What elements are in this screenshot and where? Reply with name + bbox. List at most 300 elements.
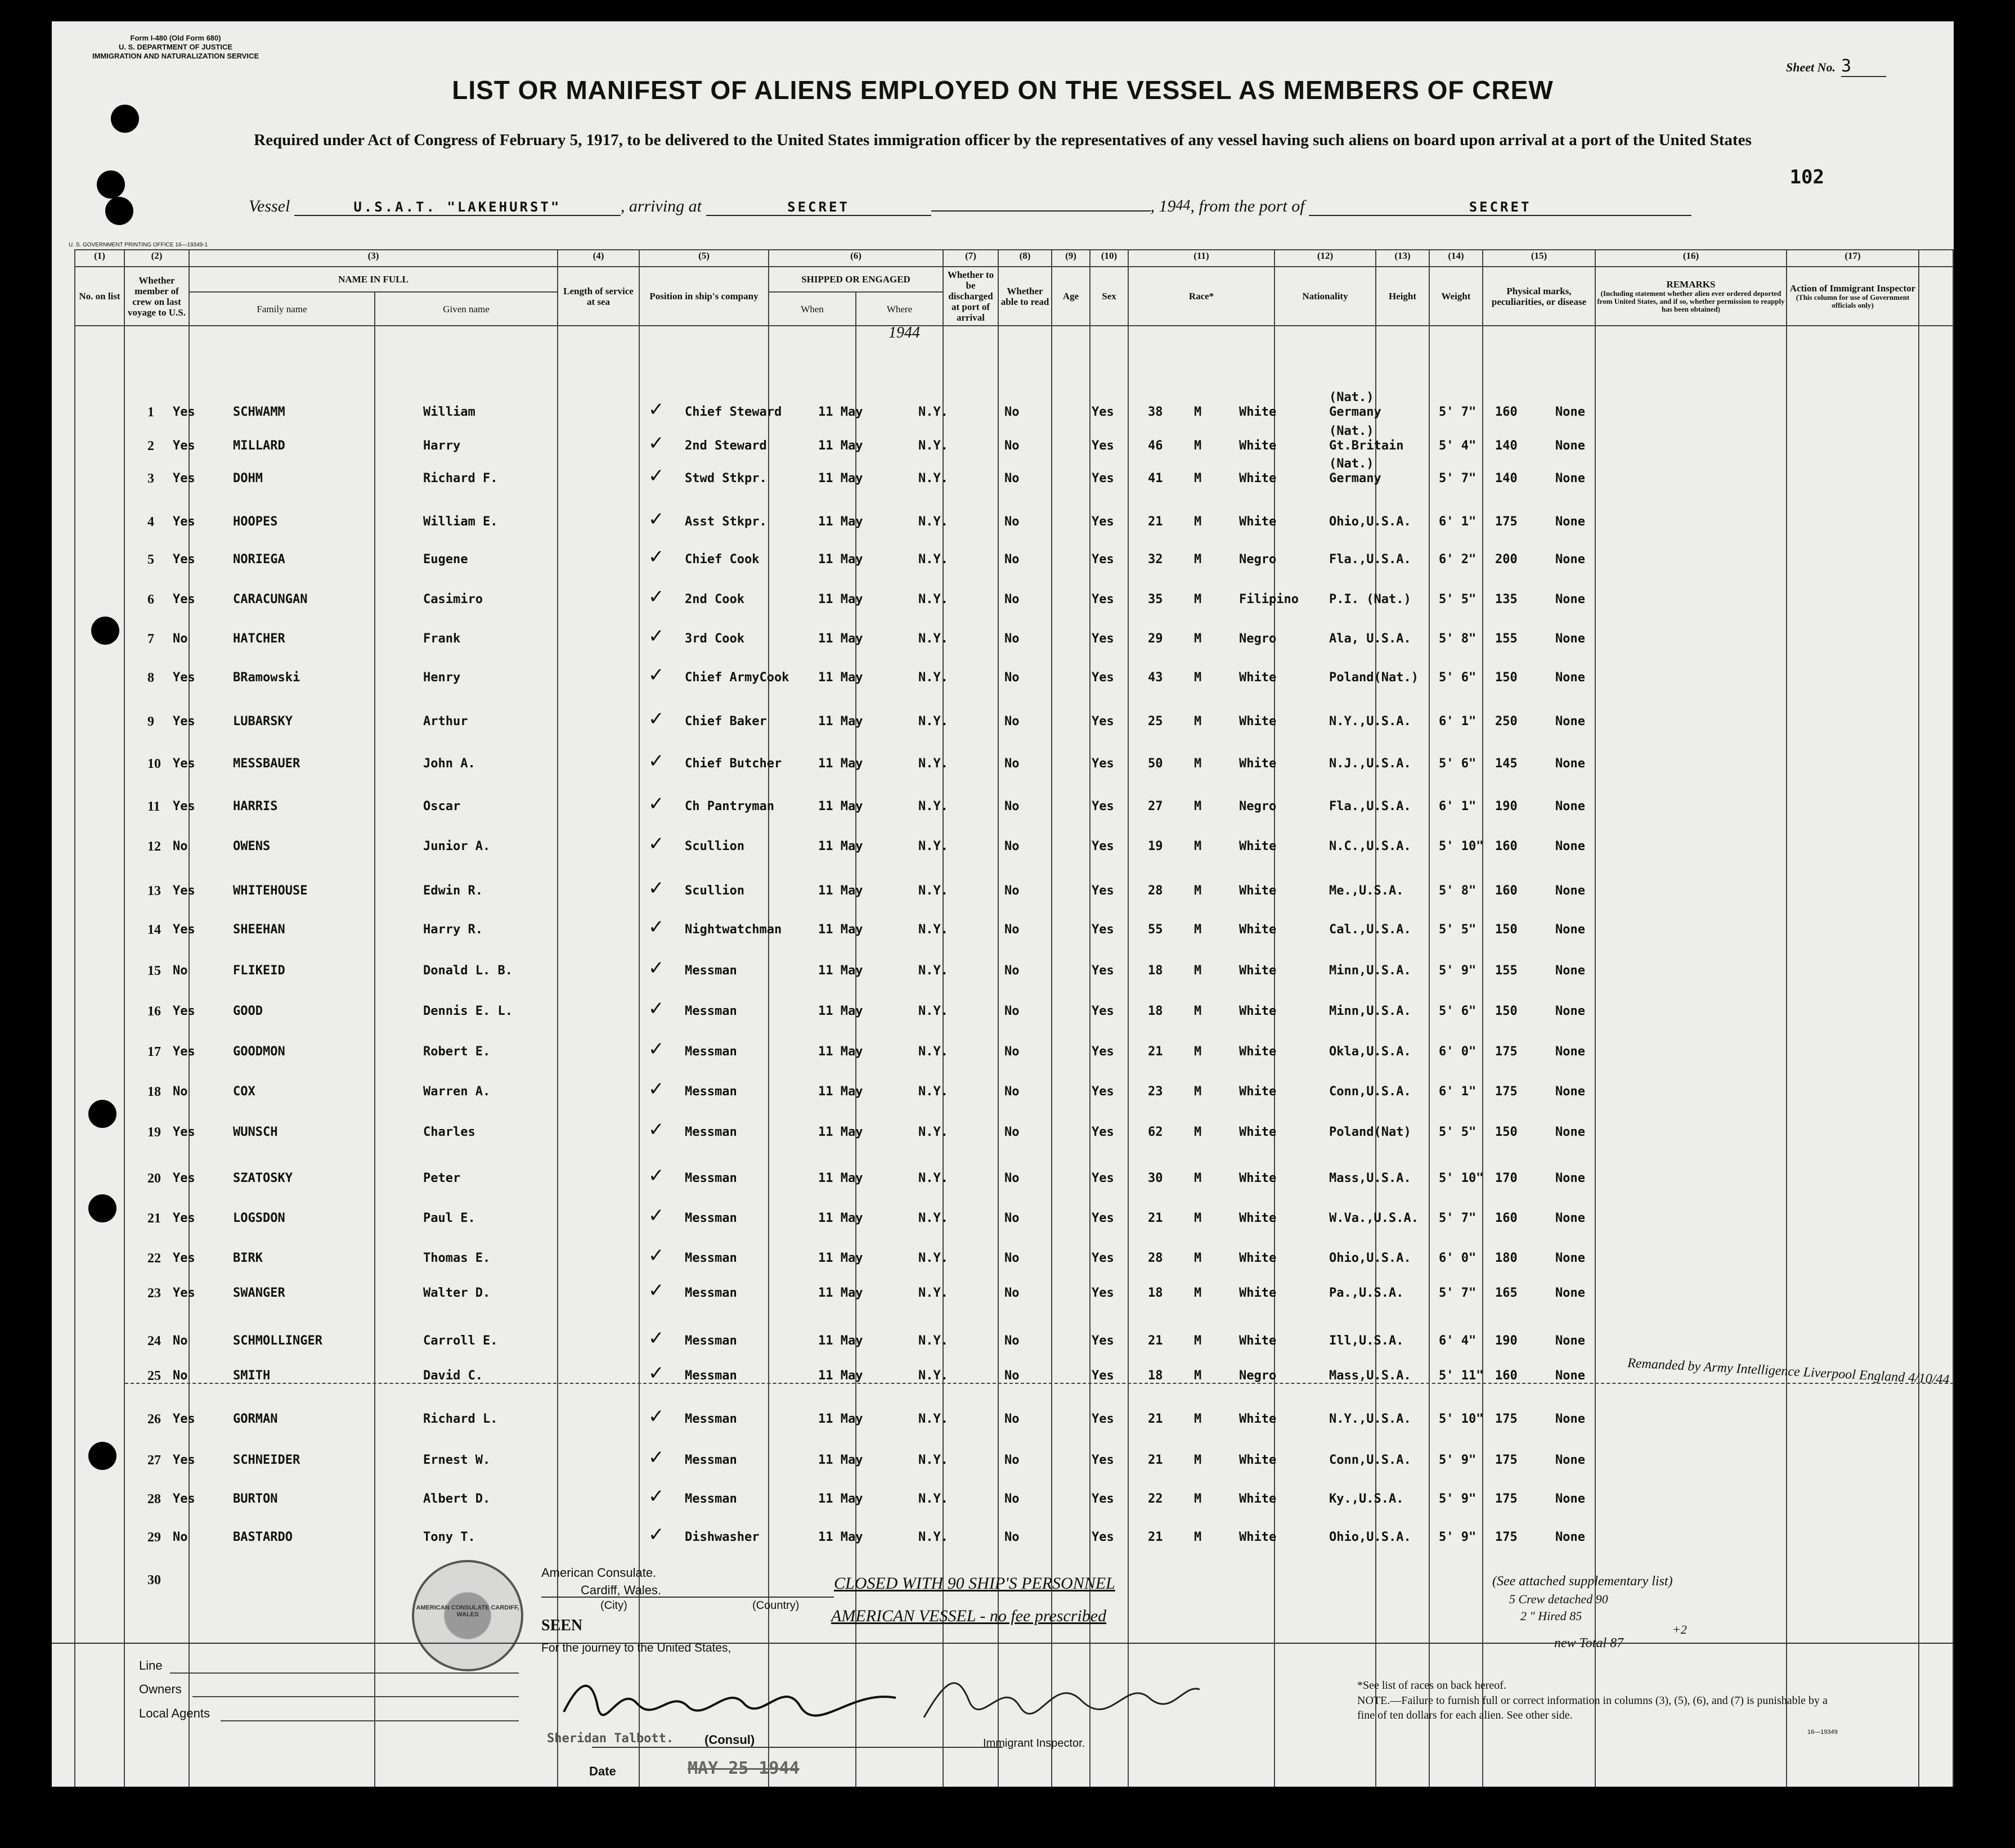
discharged: No bbox=[1004, 1412, 1020, 1426]
previous-voyage: No bbox=[173, 839, 188, 853]
given-name: Robert E. bbox=[423, 1045, 491, 1059]
discharged: No bbox=[1004, 714, 1020, 729]
check-mark-icon: ✓ bbox=[648, 1485, 665, 1508]
able-to-read: Yes bbox=[1092, 839, 1114, 853]
shipped-when: 11 May bbox=[818, 1211, 863, 1225]
sex: M bbox=[1194, 439, 1202, 453]
nationality: P.I. (Nat.) bbox=[1329, 592, 1411, 606]
able-to-read: Yes bbox=[1092, 799, 1114, 813]
col-num: (14) bbox=[1429, 250, 1483, 267]
check-mark-icon: ✓ bbox=[648, 1327, 665, 1350]
physical-marks: None bbox=[1555, 923, 1585, 937]
sex: M bbox=[1194, 1369, 1202, 1383]
consulate-stamp-1: American Consulate. bbox=[541, 1566, 657, 1580]
shipped-where: N.Y. bbox=[918, 757, 948, 771]
check-mark-icon: ✓ bbox=[648, 1405, 665, 1428]
height: 5' 9" bbox=[1439, 964, 1477, 978]
discharged: No bbox=[1004, 1369, 1020, 1383]
given-name: Albert D. bbox=[423, 1492, 491, 1506]
shipped-where: N.Y. bbox=[918, 799, 948, 813]
age: 18 bbox=[1148, 1004, 1163, 1018]
table-row bbox=[74, 957, 1953, 997]
shipped-where: N.Y. bbox=[918, 1045, 948, 1059]
row-number: 29 bbox=[147, 1530, 161, 1545]
age: 19 bbox=[1148, 839, 1163, 853]
family-name: BURTON bbox=[233, 1492, 278, 1506]
sex: M bbox=[1194, 799, 1202, 813]
sheet-number: 3 bbox=[1841, 56, 1886, 77]
check-mark-icon: ✓ bbox=[648, 398, 665, 421]
age: 21 bbox=[1148, 1530, 1163, 1544]
able-to-read: Yes bbox=[1092, 632, 1114, 646]
weight: 155 bbox=[1495, 964, 1518, 978]
race: White bbox=[1239, 471, 1277, 485]
given-name: Junior A. bbox=[423, 839, 491, 853]
race: White bbox=[1239, 1251, 1277, 1265]
remarks-title: REMARKS bbox=[1666, 279, 1716, 290]
discharged: No bbox=[1004, 592, 1020, 606]
shipped-where: N.Y. bbox=[918, 1286, 948, 1300]
physical-marks: None bbox=[1555, 1171, 1585, 1185]
discharged: No bbox=[1004, 839, 1020, 853]
shipped-where: N.Y. bbox=[918, 1492, 948, 1506]
given-name: Walter D. bbox=[423, 1286, 491, 1300]
given-name: Ernest W. bbox=[423, 1453, 491, 1467]
height: 6' 1" bbox=[1439, 714, 1477, 729]
header-discharged: Whether to be discharged at port of arrival bbox=[943, 267, 998, 326]
shipped-where: N.Y. bbox=[918, 552, 948, 566]
physical-marks: None bbox=[1555, 1125, 1585, 1139]
previous-voyage: Yes bbox=[173, 1412, 195, 1426]
col-num: (13) bbox=[1376, 250, 1429, 267]
age: 55 bbox=[1148, 923, 1163, 937]
height: 5' 6" bbox=[1439, 757, 1477, 771]
shipped-when: 11 May bbox=[818, 714, 863, 729]
shipped-where: N.Y. bbox=[918, 632, 948, 646]
sex: M bbox=[1194, 405, 1202, 419]
sex: M bbox=[1194, 515, 1202, 529]
shipped-when: 11 May bbox=[818, 884, 863, 898]
weight: 160 bbox=[1495, 884, 1518, 898]
discharged: No bbox=[1004, 552, 1020, 566]
weight: 160 bbox=[1495, 839, 1518, 853]
able-to-read: Yes bbox=[1092, 1334, 1114, 1348]
height: 5' 7" bbox=[1439, 1211, 1477, 1225]
physical-marks: None bbox=[1555, 405, 1585, 419]
table-row bbox=[74, 1485, 1953, 1526]
previous-voyage: Yes bbox=[173, 552, 195, 566]
sex: M bbox=[1194, 714, 1202, 729]
given-name: Dennis E. L. bbox=[423, 1004, 513, 1018]
year-written: 1944 bbox=[888, 324, 920, 341]
sex: M bbox=[1194, 471, 1202, 485]
family-name: CARACUNGAN bbox=[233, 592, 308, 606]
header-family-name: Family name bbox=[189, 292, 375, 326]
discharged: No bbox=[1004, 757, 1020, 771]
nationality: Ohio,U.S.A. bbox=[1329, 1530, 1411, 1544]
age: 21 bbox=[1148, 1045, 1163, 1059]
row-number: 11 bbox=[147, 799, 160, 814]
family-name: LOGSDON bbox=[233, 1211, 285, 1225]
row-number: 12 bbox=[147, 839, 161, 854]
sex: M bbox=[1194, 964, 1202, 978]
check-mark-icon: ✓ bbox=[648, 1118, 665, 1141]
given-name: William bbox=[423, 405, 475, 419]
shipped-where: N.Y. bbox=[918, 1085, 948, 1099]
family-name: GOOD bbox=[233, 1004, 263, 1018]
shipped-when: 11 May bbox=[818, 1369, 863, 1383]
check-mark-icon: ✓ bbox=[648, 546, 665, 568]
position: 2nd Steward bbox=[685, 439, 767, 453]
previous-voyage: Yes bbox=[173, 1004, 195, 1018]
given-name: John A. bbox=[423, 757, 475, 771]
shipped-when: 11 May bbox=[818, 1412, 863, 1426]
family-name: MESSBAUER bbox=[233, 757, 300, 771]
sex: M bbox=[1194, 1004, 1202, 1018]
position: Ch Pantryman bbox=[685, 799, 774, 813]
previous-voyage: Yes bbox=[173, 923, 195, 937]
position: Chief ArmyCook bbox=[685, 671, 789, 685]
shipped-when: 11 May bbox=[818, 964, 863, 978]
weight: 160 bbox=[1495, 1211, 1518, 1225]
table-row bbox=[74, 586, 1953, 626]
row-number: 14 bbox=[147, 923, 161, 937]
previous-voyage: Yes bbox=[173, 1453, 195, 1467]
race: White bbox=[1239, 1171, 1277, 1185]
family-name: SCHNEIDER bbox=[233, 1453, 300, 1467]
age: 21 bbox=[1148, 1334, 1163, 1348]
physical-marks: None bbox=[1555, 1251, 1585, 1265]
col-num: (5) bbox=[639, 250, 769, 267]
physical-marks: None bbox=[1555, 1412, 1585, 1426]
sex: M bbox=[1194, 671, 1202, 685]
header-race: Race* bbox=[1128, 267, 1274, 326]
able-to-read: Yes bbox=[1092, 964, 1114, 978]
row-number: 4 bbox=[147, 515, 154, 529]
shipped-where: N.Y. bbox=[918, 1412, 948, 1426]
position: Messman bbox=[685, 1125, 737, 1139]
position: Scullion bbox=[685, 884, 744, 898]
able-to-read: Yes bbox=[1092, 1369, 1114, 1383]
family-name: NORIEGA bbox=[233, 552, 285, 566]
able-to-read: Yes bbox=[1092, 405, 1114, 419]
age: 32 bbox=[1148, 552, 1163, 566]
shipped-where: N.Y. bbox=[918, 671, 948, 685]
table-row bbox=[74, 1446, 1953, 1487]
year-suffix: 44 bbox=[1175, 197, 1191, 213]
discharged: No bbox=[1004, 1251, 1020, 1265]
nationality: Ky.,U.S.A. bbox=[1329, 1492, 1404, 1506]
from-label: , from the port of bbox=[1190, 197, 1305, 215]
height: 6' 0" bbox=[1439, 1045, 1477, 1059]
shipped-where: N.Y. bbox=[918, 1004, 948, 1018]
height: 5' 7" bbox=[1439, 1286, 1477, 1300]
manifest-page bbox=[52, 21, 1954, 1787]
shipped-when: 11 May bbox=[818, 471, 863, 485]
weight: 175 bbox=[1495, 1530, 1518, 1544]
seen-stamp: SEEN bbox=[541, 1617, 583, 1634]
weight: 150 bbox=[1495, 923, 1518, 937]
row-number: 3 bbox=[147, 471, 154, 486]
previous-voyage: No bbox=[173, 1369, 188, 1383]
col-num: (16) bbox=[1595, 250, 1787, 267]
position: Messman bbox=[685, 1492, 737, 1506]
race-note: *See list of races on back hereof. bbox=[1357, 1679, 1506, 1692]
check-mark-icon: ✓ bbox=[648, 833, 665, 855]
given-name: David C. bbox=[423, 1369, 483, 1383]
header-action bbox=[1787, 267, 1919, 326]
height: 5' 11" bbox=[1439, 1369, 1484, 1383]
nationality: Fla.,U.S.A. bbox=[1329, 799, 1411, 813]
age: 50 bbox=[1148, 757, 1163, 771]
weight: 135 bbox=[1495, 592, 1518, 606]
shipped-where: N.Y. bbox=[918, 923, 948, 937]
weight: 190 bbox=[1495, 799, 1518, 813]
shipped-where: N.Y. bbox=[918, 1369, 948, 1383]
able-to-read: Yes bbox=[1092, 1125, 1114, 1139]
check-mark-icon: ✓ bbox=[648, 432, 665, 455]
table-row bbox=[74, 625, 1953, 666]
weight: 160 bbox=[1495, 405, 1518, 419]
previous-voyage: Yes bbox=[173, 714, 195, 729]
able-to-read: Yes bbox=[1092, 1004, 1114, 1018]
weight: 150 bbox=[1495, 1004, 1518, 1018]
physical-marks: None bbox=[1555, 884, 1585, 898]
weight: 190 bbox=[1495, 1334, 1518, 1348]
family-name: SWANGER bbox=[233, 1286, 285, 1300]
discharged: No bbox=[1004, 1085, 1020, 1099]
closed-line-2: AMERICAN VESSEL - no fee prescribed bbox=[831, 1607, 1107, 1625]
given-name: Donald L. B. bbox=[423, 964, 513, 978]
able-to-read: Yes bbox=[1092, 923, 1114, 937]
able-to-read: Yes bbox=[1092, 1286, 1114, 1300]
age: 18 bbox=[1148, 1286, 1163, 1300]
sheet-number-field bbox=[1786, 56, 1886, 77]
seal-text: AMERICAN CONSULATE CARDIFF, WALES bbox=[416, 1604, 519, 1618]
line-label: Line bbox=[139, 1658, 163, 1672]
given-name: Warren A. bbox=[423, 1085, 491, 1099]
nationality: Minn,U.S.A. bbox=[1329, 964, 1411, 978]
position: Messman bbox=[685, 1045, 737, 1059]
shipped-when: 11 May bbox=[818, 923, 863, 937]
weight: 140 bbox=[1495, 439, 1518, 453]
family-name: SMITH bbox=[233, 1369, 271, 1383]
year-prefix: , 19 bbox=[1150, 197, 1176, 215]
position: Chief Baker bbox=[685, 714, 767, 729]
physical-marks: None bbox=[1555, 1492, 1585, 1506]
previous-voyage: Yes bbox=[173, 1125, 195, 1139]
position: Dishwasher bbox=[685, 1530, 760, 1544]
col-num: (12) bbox=[1274, 250, 1376, 267]
header-age: Age bbox=[1052, 267, 1090, 326]
race: Negro bbox=[1239, 799, 1277, 813]
department: U. S. DEPARTMENT OF JUSTICE bbox=[119, 43, 233, 51]
table-row bbox=[74, 1405, 1953, 1446]
height: 5' 10" bbox=[1439, 1171, 1484, 1185]
shipped-where: N.Y. bbox=[918, 439, 948, 453]
given-name: Paul E. bbox=[423, 1211, 475, 1225]
shipped-when: 11 May bbox=[818, 515, 863, 529]
family-name: LUBARSKY bbox=[233, 714, 293, 729]
from-port: SECRET bbox=[1309, 199, 1691, 216]
given-name: Casimiro bbox=[423, 592, 483, 606]
family-name: SHEEHAN bbox=[233, 923, 285, 937]
shipped-where: N.Y. bbox=[918, 1530, 948, 1544]
check-mark-icon: ✓ bbox=[648, 750, 665, 772]
given-name: Harry R. bbox=[423, 923, 483, 937]
table-row bbox=[74, 508, 1953, 548]
sex: M bbox=[1194, 1125, 1202, 1139]
header-physical: Physical marks, peculiarities, or disease bbox=[1483, 267, 1595, 326]
family-name: DOHM bbox=[233, 471, 263, 485]
table-row bbox=[74, 424, 1953, 473]
table-row bbox=[74, 708, 1953, 748]
check-mark-icon: ✓ bbox=[648, 465, 665, 487]
weight: 175 bbox=[1495, 1412, 1518, 1426]
shipped-where: N.Y. bbox=[918, 1211, 948, 1225]
shipped-when: 11 May bbox=[818, 757, 863, 771]
given-name: Tony T. bbox=[423, 1530, 475, 1544]
nationality: N.Y.,U.S.A. bbox=[1329, 714, 1411, 729]
consul-label: (Consul) bbox=[704, 1733, 755, 1747]
row-number: 28 bbox=[147, 1492, 161, 1507]
row-number: 7 bbox=[147, 632, 154, 646]
age: 21 bbox=[1148, 515, 1163, 529]
race: White bbox=[1239, 757, 1277, 771]
physical-marks: None bbox=[1555, 1286, 1585, 1300]
arriving-at: SECRET bbox=[706, 199, 931, 216]
check-mark-icon: ✓ bbox=[648, 1204, 665, 1227]
physical-marks: None bbox=[1555, 1004, 1585, 1018]
previous-voyage: Yes bbox=[173, 592, 195, 606]
given-name: Carroll E. bbox=[423, 1334, 498, 1348]
nationality: Ohio,U.S.A. bbox=[1329, 515, 1411, 529]
col-num: (7) bbox=[943, 250, 998, 267]
position: Messman bbox=[685, 964, 737, 978]
age: 30 bbox=[1148, 1171, 1163, 1185]
sex: M bbox=[1194, 839, 1202, 853]
weight: 175 bbox=[1495, 1492, 1518, 1506]
discharged: No bbox=[1004, 884, 1020, 898]
able-to-read: Yes bbox=[1092, 515, 1114, 529]
family-name: HATCHER bbox=[233, 632, 285, 646]
nationality: N.J.,U.S.A. bbox=[1329, 757, 1411, 771]
table-row bbox=[74, 1523, 1953, 1564]
shipped-when: 11 May bbox=[818, 799, 863, 813]
shipped-when: 11 May bbox=[818, 1171, 863, 1185]
sex: M bbox=[1194, 1171, 1202, 1185]
discharged: No bbox=[1004, 1004, 1020, 1018]
able-to-read: Yes bbox=[1092, 1085, 1114, 1099]
city-label: (City) bbox=[600, 1599, 627, 1612]
table-row bbox=[74, 457, 1953, 505]
consul-name: Sheridan Talbott. bbox=[547, 1732, 674, 1746]
physical-marks: None bbox=[1555, 632, 1585, 646]
race: White bbox=[1239, 1004, 1277, 1018]
position: Messman bbox=[685, 1369, 737, 1383]
nationality: Poland(Nat) bbox=[1329, 1125, 1411, 1139]
able-to-read: Yes bbox=[1092, 714, 1114, 729]
shipped-when: 11 May bbox=[818, 439, 863, 453]
height: 5' 8" bbox=[1439, 884, 1477, 898]
discharged: No bbox=[1004, 1530, 1020, 1544]
shipped-when: 11 May bbox=[818, 552, 863, 566]
height: 6' 2" bbox=[1439, 552, 1477, 566]
header-weight: Weight bbox=[1429, 267, 1483, 326]
check-mark-icon: ✓ bbox=[648, 1038, 665, 1060]
table-row bbox=[74, 1244, 1953, 1285]
shipped-when: 11 May bbox=[818, 1125, 863, 1139]
physical-marks: None bbox=[1555, 1369, 1585, 1383]
given-name: Eugene bbox=[423, 552, 468, 566]
race: White bbox=[1239, 439, 1277, 453]
row-number: 20 bbox=[147, 1171, 161, 1186]
shipped-when: 11 May bbox=[818, 1251, 863, 1265]
col-num: (8) bbox=[998, 250, 1052, 267]
height: 5' 10" bbox=[1439, 839, 1484, 853]
discharged: No bbox=[1004, 515, 1020, 529]
age: 21 bbox=[1148, 1453, 1163, 1467]
given-name: Richard F. bbox=[423, 471, 498, 485]
race: White bbox=[1239, 405, 1277, 419]
check-mark-icon: ✓ bbox=[648, 1078, 665, 1100]
weight: 150 bbox=[1495, 1125, 1518, 1139]
age: 28 bbox=[1148, 1251, 1163, 1265]
local-agents-label: Local Agents bbox=[139, 1706, 210, 1720]
physical-marks: None bbox=[1555, 439, 1585, 453]
row-number: 16 bbox=[147, 1004, 161, 1019]
previous-voyage: Yes bbox=[173, 471, 195, 485]
discharged: No bbox=[1004, 1045, 1020, 1059]
sex: M bbox=[1194, 1045, 1202, 1059]
discharged: No bbox=[1004, 471, 1020, 485]
shipped-when: 11 May bbox=[818, 839, 863, 853]
check-mark-icon: ✓ bbox=[648, 957, 665, 979]
position: Asst Stkpr. bbox=[685, 515, 767, 529]
punch-hole bbox=[111, 105, 139, 133]
family-name: BASTARDO bbox=[233, 1530, 293, 1544]
race: White bbox=[1239, 1211, 1277, 1225]
table-row bbox=[74, 877, 1953, 918]
shipped-where: N.Y. bbox=[918, 515, 948, 529]
action-title: Action of Immigrant Inspector bbox=[1789, 283, 1916, 294]
race: Negro bbox=[1239, 552, 1277, 566]
height: 5' 5" bbox=[1439, 592, 1477, 606]
discharged: No bbox=[1004, 964, 1020, 978]
nationality: Poland(Nat.) bbox=[1329, 671, 1419, 685]
position: Nightwatchman bbox=[685, 923, 782, 937]
family-name: BRamowski bbox=[233, 671, 300, 685]
height: 6' 1" bbox=[1439, 515, 1477, 529]
vessel-label: Vessel bbox=[249, 197, 290, 215]
age: 62 bbox=[1148, 1125, 1163, 1139]
previous-voyage: Yes bbox=[173, 799, 195, 813]
age: 29 bbox=[1148, 632, 1163, 646]
previous-voyage: No bbox=[173, 1085, 188, 1099]
shipped-where: N.Y. bbox=[918, 471, 948, 485]
previous-voyage: Yes bbox=[173, 1251, 195, 1265]
height: 5' 9" bbox=[1439, 1530, 1477, 1544]
page-number: 102 bbox=[1789, 166, 1824, 188]
remark-row-25: Remanded by Army Intelligence Liverpool England 4/10/44 bbox=[1627, 1356, 1950, 1387]
weight: 170 bbox=[1495, 1171, 1518, 1185]
check-mark-icon: ✓ bbox=[648, 1523, 665, 1546]
able-to-read: Yes bbox=[1092, 592, 1114, 606]
shipped-when: 11 May bbox=[818, 1334, 863, 1348]
family-name: HOOPES bbox=[233, 515, 278, 529]
weight: 145 bbox=[1495, 757, 1518, 771]
position: Messman bbox=[685, 1004, 737, 1018]
